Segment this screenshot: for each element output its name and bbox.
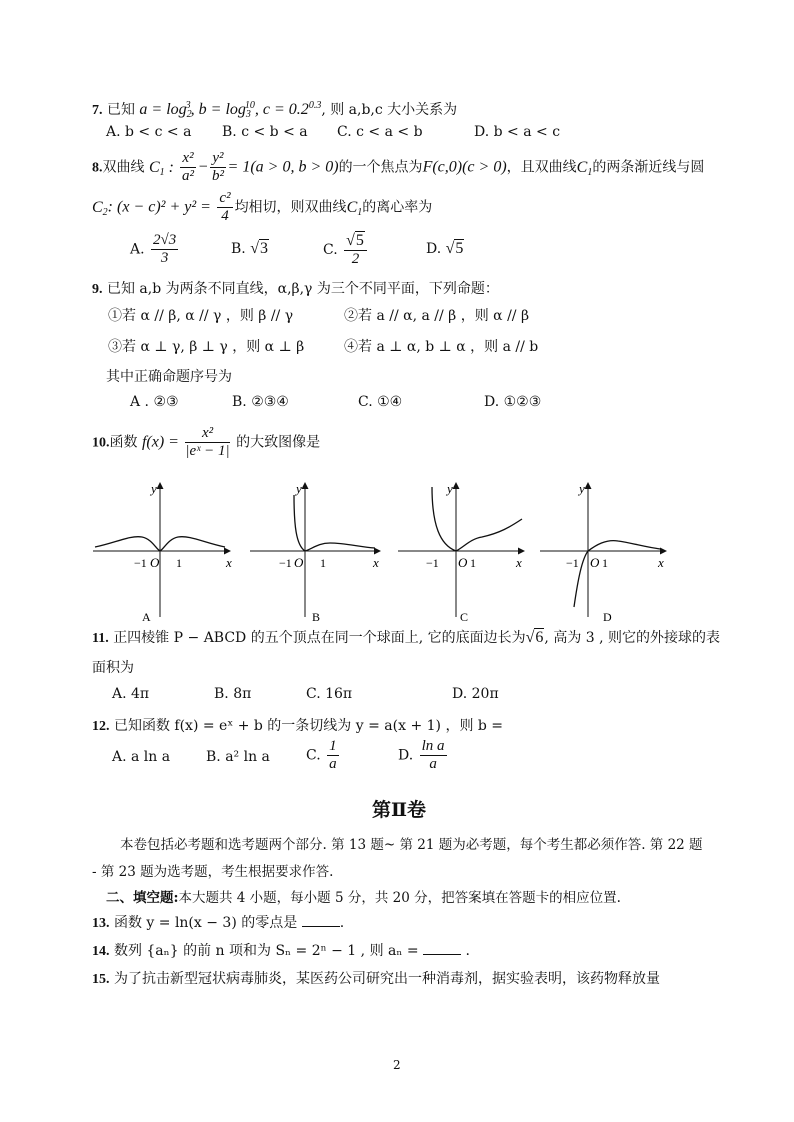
q7-b-sup: 10: [244, 100, 255, 111]
q10-pre: 函数: [109, 434, 138, 451]
graph-a-label: A: [142, 610, 151, 624]
q8-option-c-den: 2: [351, 251, 360, 267]
q9-number: 9.: [92, 282, 103, 297]
q8-option-a-den: 3: [160, 250, 169, 266]
graph-b-y-label: y: [296, 481, 302, 496]
q10-fx: f(x) =: [141, 433, 179, 451]
q11-option-c: C. 16π: [306, 686, 353, 702]
q9-option-b: B. ②③④: [232, 394, 289, 410]
section-text: 本大题共 4 小题，每小题 5 分，共 20 分，把答案填在答题卡的相应位置.: [178, 890, 621, 906]
q12-option-c-label: C.: [306, 747, 321, 764]
q8-end: ，且双曲线: [506, 159, 577, 176]
graph-a-y-label: y: [151, 481, 157, 496]
q11-line2: 面积为: [92, 660, 134, 676]
q8-c1-sub-again: 1: [587, 166, 593, 178]
q9-prop-3: ③若 α ⊥ γ, β ⊥ γ ，则 α ⊥ β: [108, 339, 305, 355]
q8-frac-c: [217, 190, 232, 225]
q9-option-c: C. ①④: [358, 394, 403, 410]
q11-number: 11.: [92, 631, 109, 646]
q7-a-sub: 2: [186, 109, 192, 120]
graph-c-curve: [432, 487, 522, 551]
q13-text: 函数 y = ln(x − 3) 的零点是: [113, 915, 298, 931]
q8-frac-c-num: c²: [219, 190, 231, 206]
q8-option-b: B. √3: [231, 240, 268, 257]
graph-c-label: C: [460, 610, 469, 624]
q7-stem: [92, 99, 457, 120]
q7-stem-post: , 则 a,b,c 大小关系为: [321, 102, 458, 118]
q9-option-a: A . ②③: [130, 394, 179, 410]
graph-b-tick-pos: 1: [320, 556, 326, 570]
q8-c2: C: [92, 198, 103, 216]
graph-b-origin: O: [294, 555, 304, 570]
q11-sqrt: 6: [535, 629, 544, 646]
graph-a: [93, 481, 232, 624]
graph-b: [250, 481, 380, 624]
graph-c-y-label: y: [447, 481, 453, 496]
q9-stem: [92, 278, 499, 298]
q7-stem-pre: 已知: [106, 102, 135, 118]
q9-prop-2: ②若 a // α, a // β ，则 α // β: [344, 308, 530, 324]
q8-pre: 双曲线: [102, 159, 145, 176]
graph-d-x-label: x: [658, 555, 664, 570]
q7-expr-c: , c = 0.2: [254, 101, 309, 118]
q15-text: 为了抗击新型冠状病毒肺炎，某医药公司研究出一种消毒剂，据实验表明，该药物释放量: [113, 971, 660, 987]
q7-c-sup: 0.3: [308, 100, 322, 111]
q12-option-d-den: a: [429, 756, 437, 772]
q12-option-c: [306, 738, 341, 773]
section-fill-blank: [106, 886, 621, 906]
q9-prop-1: ①若 α // β, α // γ ，则 β // γ: [108, 308, 294, 324]
q8-option-d-label: D.: [426, 241, 442, 257]
graph-a-x-label: x: [226, 555, 232, 570]
q8-option-d-val: 5: [455, 240, 464, 257]
graph-c-origin: O: [458, 555, 468, 570]
q9-stem-text: 已知 a,b 为两条不同直线，α,β,γ 为三个不同平面，下列命题：: [106, 281, 499, 297]
q10-frac-num: x²: [185, 425, 229, 443]
q8-frac-x: [180, 150, 195, 185]
q7-a-sup: 3: [185, 100, 191, 111]
q8-number: 8.: [92, 160, 103, 176]
q8-c2-sub: 2: [102, 206, 108, 218]
q7-expr: [139, 101, 321, 118]
q8-c1: C: [148, 158, 160, 176]
q11-option-b: B. 8π: [214, 686, 252, 702]
q10-post: 的大致图像是: [236, 434, 321, 451]
q7-option-a: A. b < c < a: [106, 124, 192, 140]
q13-tail: .: [339, 915, 345, 931]
q11-tail: , 高为 3 , 则它的外接球的表: [544, 630, 721, 646]
q8-line2-tail: 均相切，则双曲线: [234, 199, 347, 216]
q12-option-b: B. a² ln a: [206, 749, 270, 765]
q8-c1-sub-third: 1: [357, 206, 363, 218]
q8-option-c: C. $\frac{√5}{2}$: [323, 232, 369, 268]
q12-option-d: [398, 738, 449, 773]
q9-ask: 其中正确命题序号为: [106, 369, 232, 385]
q12-number: 12.: [92, 719, 110, 734]
graph-b-x-label: x: [373, 555, 379, 570]
graph-d-label: D: [603, 610, 612, 624]
q8-option-a: [130, 232, 180, 267]
q8-c1-third: C: [346, 198, 358, 216]
q8-option-a-label: A.: [130, 241, 145, 258]
graph-d: [540, 481, 666, 624]
graph-a-tick-neg: −1: [134, 556, 147, 570]
q12-option-c-num: 1: [329, 738, 337, 754]
q9-prop-4: ④若 a ⊥ α, b ⊥ α ，则 a // b: [344, 339, 539, 355]
q11-option-d: D. 20π: [452, 686, 499, 702]
q12-stem: [92, 715, 503, 735]
graph-d-tick-neg: −1: [566, 556, 579, 570]
q12-option-c-den: a: [329, 756, 337, 772]
section-label: 二、填空题:: [106, 890, 179, 906]
q8-mid: 的一个焦点为: [338, 159, 423, 176]
q8-option-b-label: B.: [231, 241, 246, 257]
q9-option-d: D. ①②③: [484, 394, 542, 410]
q10-frac: [185, 425, 229, 460]
part2-intro-line2: - 第 23 题为选考题，考生根据要求作答.: [92, 864, 334, 880]
q8-line2-end: 的离心率为: [362, 199, 433, 216]
q8-line2: [92, 190, 432, 225]
q11-line1: 11. 正四棱锥 P − ABCD 的五个顶点在同一个球面上, 它的底面边长为√6, 高为 3 , 则它的外接球的表: [92, 629, 721, 646]
q8-c1-sub: 1: [159, 166, 165, 178]
q12-option-a: A. a ln a: [112, 749, 171, 765]
part2-intro-line1: 本卷包括必考题和选考题两个部分. 第 13 题~ 第 21 题为必考题，每个考生都必须作答. 第 22 题: [120, 837, 703, 853]
q8-option-b-val: 3: [259, 240, 268, 257]
q15-number: 15.: [92, 972, 110, 987]
q11-text: 正四棱锥 P − ABCD 的五个顶点在同一个球面上, 它的底面边长为: [113, 630, 526, 646]
graph-c-tick-pos: 1: [470, 556, 476, 570]
q14-tail: .: [465, 943, 470, 959]
graph-c-x-label: x: [516, 555, 522, 570]
q14-text: 数列 {aₙ} 的前 n 项和为 Sₙ = 2ⁿ − 1 , 则 aₙ =: [113, 943, 419, 959]
graph-b-tick-neg: −1: [279, 556, 292, 570]
q12-text: 已知函数 f(x) = eˣ + b 的一条切线为 y = a(x + 1) ，则 b =: [113, 718, 504, 734]
q7-number: 7.: [92, 103, 103, 118]
q7-expr-b: , b = log: [190, 101, 246, 118]
graph-c-tick-neg: −1: [426, 556, 439, 570]
q10-frac-den: |eˣ − 1|: [185, 443, 230, 459]
q8-line1: 8.双曲线 $C_1$ : $\frac{\text{x²}}{\text{a²}}$ − $\frac{\text{y²}}{\text{b²}}$ = 1(a > 0, b > 0)的一个焦点为F(c,0)(c > 0)，且双曲线$C_1$的两条渐近线与圆: [92, 150, 705, 184]
q7-option-c: C. c < a < b: [337, 124, 423, 140]
q11-option-a: A. 4π: [112, 686, 150, 702]
graph-a-tick-pos: 1: [176, 556, 182, 570]
q8-c1-again: C: [576, 158, 588, 176]
q10-stem: [92, 425, 320, 460]
q8-frac-x-num: x²: [182, 150, 194, 166]
q12-option-d-label: D.: [398, 747, 414, 764]
q8-frac-x-den: a²: [181, 168, 194, 184]
q10-number: 10.: [92, 435, 110, 451]
q7-option-d: D. b < a < c: [474, 124, 561, 140]
q8-circle-eq: : (x − c)² + y² =: [107, 198, 211, 216]
graph-b-curve: [294, 495, 375, 551]
graph-b-label: B: [312, 610, 321, 624]
graph-d-origin: O: [590, 555, 600, 570]
graph-d-tick-pos: 1: [602, 556, 608, 570]
q8-option-c-label: C.: [323, 242, 338, 258]
graph-c: [398, 481, 524, 624]
q7-expr-a: a = log: [139, 101, 187, 118]
q12-option-d-num: ln a: [421, 738, 445, 754]
q8-frac-y-den: b²: [211, 168, 224, 184]
q14-number: 14.: [92, 944, 110, 959]
q8-frac-c-den: 4: [221, 208, 229, 224]
q8-frac-y-num: y²: [212, 150, 224, 166]
q14-answer-blank[interactable]: [423, 942, 461, 955]
q13-number: 13.: [92, 916, 110, 931]
q8-condition: = 1(a > 0, b > 0): [227, 158, 339, 176]
q8-option-a-num: 2√3: [153, 232, 177, 248]
graph-d-y-label: y: [579, 481, 585, 496]
part2-title: 第Ⅱ卷: [372, 799, 427, 821]
q15: [92, 968, 660, 988]
q7-b-sub: 3: [245, 109, 251, 120]
q8-tail: 的两条渐近线与圆: [592, 159, 705, 176]
q8-option-d: D. √5: [426, 240, 464, 257]
q8-focus: F(c,0)(c > 0): [422, 158, 507, 176]
q14: [92, 940, 470, 960]
q8-frac-y: [210, 150, 225, 185]
graph-a-origin: O: [150, 555, 160, 570]
q8-option-c-num: 5: [355, 232, 364, 249]
page-number: 2: [393, 1058, 401, 1072]
q7-option-b: B. c < b < a: [222, 124, 308, 140]
q13-answer-blank[interactable]: [302, 914, 340, 927]
q10-graphs: [0, 475, 794, 625]
q13: [92, 912, 344, 932]
